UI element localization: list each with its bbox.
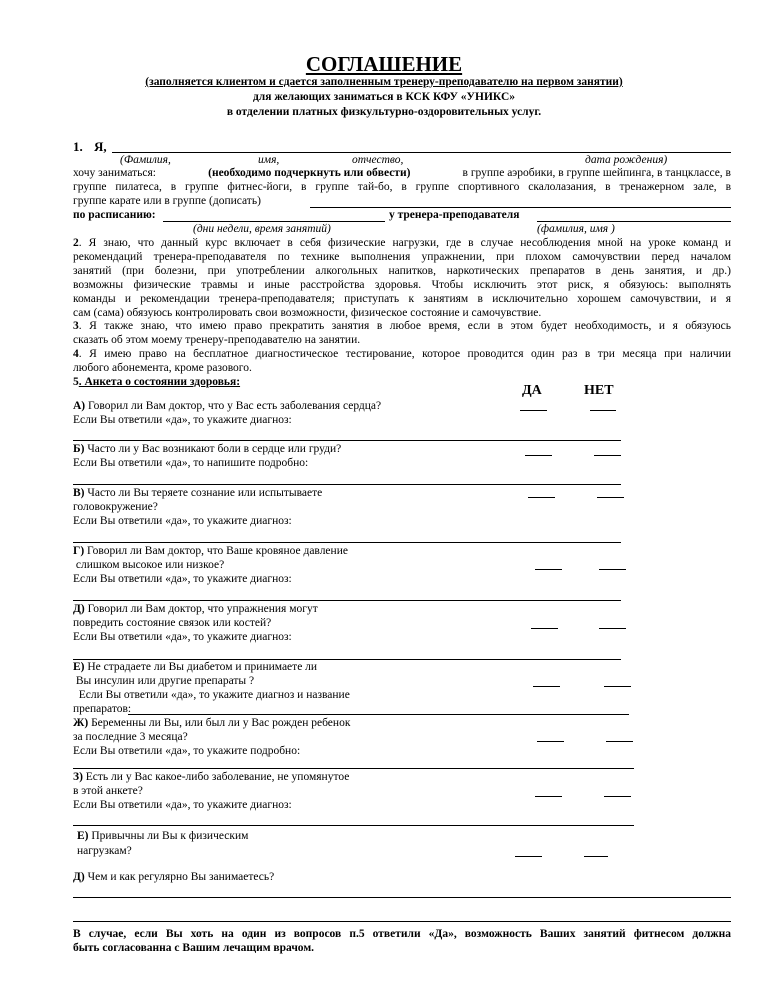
answer-yes-e[interactable]	[533, 686, 560, 687]
section-2-line-6: сам (сама) обязуюсь контролировать свои возможности, физическое состояние и самочувствие.	[73, 307, 542, 319]
section-2-number: 2	[73, 237, 79, 249]
trainer-caption: (фамилия, имя )	[537, 223, 615, 235]
question-d2	[73, 871, 274, 884]
subtitle-line-3: в отделении платных физкультурно-оздоровительных услуг.	[226, 106, 542, 118]
caption-surname: (Фамилия,	[120, 154, 171, 166]
diagnosis-field-d[interactable]	[73, 659, 621, 660]
section-5-number: 5	[73, 376, 79, 388]
groups-line-3: группе карате или в группе (дописать)	[73, 195, 261, 207]
answer-no-a[interactable]	[590, 410, 616, 411]
section-5-heading	[73, 376, 240, 389]
question-z-line-3: Если Вы ответили «да», то укажите диагноз:	[73, 799, 292, 811]
section-4-text-1: . Я имею право на бесплатное диагностическое тестирование, которое проводится один раз в три месяца при наличии	[78, 348, 731, 360]
answer-no-c[interactable]	[597, 497, 624, 498]
question-label: Б)	[73, 443, 85, 455]
caption-name: имя,	[258, 154, 280, 166]
question-label: А)	[73, 400, 86, 412]
question-text: Говорил ли Вам доктор, что Ваше кровяное давление	[87, 545, 348, 557]
question-label: Д)	[73, 871, 85, 883]
diagnosis-field-z[interactable]	[73, 825, 634, 826]
custom-group-field[interactable]	[310, 207, 731, 208]
question-z-line-2: в этой анкете?	[73, 785, 143, 797]
schedule-label: по расписанию:	[73, 209, 156, 221]
page-title: СОГЛАШЕНИЕ	[305, 52, 463, 76]
activity-field-1[interactable]	[73, 897, 731, 898]
question-zh-line-3: Если Вы ответили «да», то укажите подробно:	[73, 745, 301, 757]
question-c-line-3: Если Вы ответили «да», то укажите диагноз:	[73, 515, 292, 527]
question-text: Есть ли у Вас какое-либо заболевание, не упомянутое	[85, 771, 350, 783]
want-groups: в группе аэробики, в группе шейпинга, в танцклассе, в	[462, 167, 731, 179]
footer-note-line-2: быть согласованна с Вашим лечащим врачом.	[73, 942, 315, 954]
answer-no-d[interactable]	[599, 628, 626, 629]
question-b	[73, 443, 341, 456]
question-text: Беременны ли Вы, или был ли у Вас рожден ребенок	[91, 717, 351, 729]
answer-yes-e2[interactable]	[515, 856, 542, 857]
section-4-number: 4	[73, 348, 79, 360]
answer-yes-zh[interactable]	[537, 741, 564, 742]
diagnosis-field-b[interactable]	[73, 484, 621, 485]
diagnosis-field-c[interactable]	[73, 542, 621, 543]
question-text: Чем и как регулярно Вы занимаетесь?	[87, 871, 275, 883]
question-e2-line-2: нагрузкам?	[77, 845, 132, 857]
section-2-line-1	[73, 237, 731, 250]
section-2-line-2: рекомендаций тренера-преподавателя по технике выполнения упражнении, при плохом самочувствии перед началом	[73, 251, 731, 263]
question-label: Ж)	[73, 717, 89, 729]
question-text: Привычны ли Вы к физическим	[91, 830, 249, 842]
trainer-label: у тренера-преподавателя	[389, 209, 520, 221]
schedule-field[interactable]	[163, 221, 385, 222]
no-column-header: НЕТ	[584, 383, 614, 398]
question-e2	[77, 830, 248, 843]
want-line	[73, 167, 731, 180]
caption-birthdate: дата рождения)	[585, 154, 668, 166]
diagnosis-field-g[interactable]	[73, 600, 621, 601]
medication-field-e[interactable]	[128, 714, 629, 715]
section-1-ya: Я,	[94, 139, 107, 154]
answer-no-e2[interactable]	[584, 856, 608, 857]
section-3-line-2: сказать об этом моему тренеру-преподавателю на занятии.	[73, 334, 361, 346]
question-zh	[73, 717, 350, 730]
question-text: Часто ли Вы теряете сознание или испытываете	[87, 487, 323, 499]
footer-note-line-1: В случае, если Вы хоть на один из вопросов п.5 ответили «Да», возможность Ваших занятий фитнесом должна	[73, 928, 731, 940]
question-label: Е)	[77, 830, 89, 842]
question-c-line-2: головокружение?	[73, 501, 158, 513]
question-label: Е)	[73, 661, 85, 673]
question-g-line-3: Если Вы ответили «да», то укажите диагноз:	[73, 573, 292, 585]
section-3-number: 3	[73, 320, 79, 332]
answer-no-b[interactable]	[594, 455, 621, 456]
question-b-line-2: Если Вы ответили «да», то напишите подробно:	[73, 457, 309, 469]
question-a-line-2: Если Вы ответили «да», то укажите диагноз:	[73, 414, 292, 426]
section-2-text-1: . Я знаю, что данный курс включает в себя физические нагрузки, где в случае несоблюдения мной на уроке команд и	[78, 237, 731, 249]
answer-no-z[interactable]	[604, 796, 631, 797]
answer-yes-b[interactable]	[525, 455, 552, 456]
question-text: Не страдаете ли Вы диабетом и принимаете ли	[87, 661, 318, 673]
section-3-line-1	[73, 320, 731, 333]
answer-yes-g[interactable]	[535, 569, 562, 570]
schedule-caption: (дни недели, время занятий)	[193, 223, 331, 235]
section-2-line-4: возможны физические травмы и иные расстройства здоровья. Чтобы исключить этот риск, я обязуюсь: выполнять	[73, 279, 731, 291]
answer-no-e[interactable]	[604, 686, 631, 687]
question-label: Г)	[73, 545, 85, 557]
question-d-line-2: повредить состояние связок или костей?	[73, 617, 272, 629]
section-2-line-3: занятий (при болезни, при употреблении алкогольных напитков, наркотических препаратов в день занятия, и др.)	[73, 265, 731, 277]
want-prefix: хочу заниматься:	[73, 167, 156, 179]
question-label: В)	[73, 487, 85, 499]
details-field-zh[interactable]	[73, 768, 634, 769]
diagnosis-field-a[interactable]	[73, 440, 621, 441]
subtitle-line-2: для желающих заниматься в КСК КФУ «УНИКС»	[252, 91, 515, 103]
want-instruction: (необходимо подчеркнуть или обвести)	[208, 167, 411, 179]
question-text: Говорил ли Вам доктор, что у Вас есть заболевания сердца?	[88, 400, 382, 412]
question-e-line-4: препаратов:	[73, 703, 132, 715]
question-a	[73, 400, 381, 413]
section-3-text-1: . Я также знаю, что имею право прекратить занятия в любое время, если в этом будет необходимость, и я обязуюсь	[78, 320, 731, 332]
yes-column-header: ДА	[522, 383, 542, 398]
full-name-field[interactable]	[112, 152, 731, 153]
answer-yes-z[interactable]	[535, 796, 562, 797]
question-text: Часто ли у Вас возникают боли в сердце или груди?	[87, 443, 342, 455]
question-zh-line-2: за последние 3 месяца?	[73, 731, 188, 743]
question-label: Д)	[73, 603, 85, 615]
question-d	[73, 603, 318, 616]
question-e-line-3: Если Вы ответили «да», то укажите диагноз и название	[73, 689, 350, 701]
question-g	[73, 545, 348, 558]
section-2-line-5: команды и рекомендации тренера-преподавателя; приступать к занятиям в исключительно хорошем самочувствии, и я	[73, 293, 731, 305]
question-z	[73, 771, 349, 784]
question-g-line-2: слишком высокое или низкое?	[73, 559, 225, 571]
trainer-field[interactable]	[537, 221, 731, 222]
question-e-line-2: Вы инсулин или другие препараты ?	[73, 675, 255, 687]
question-label: З)	[73, 771, 83, 783]
question-text: Говорил ли Вам доктор, что упражнения могут	[87, 603, 318, 615]
answer-yes-d[interactable]	[531, 628, 558, 629]
question-d-line-3: Если Вы ответили «да», то укажите диагноз:	[73, 631, 292, 643]
answer-no-g[interactable]	[599, 569, 626, 570]
subtitle-line-1: (заполняется клиентом и сдается заполненным тренеру-преподавателю на первом занятии)	[145, 76, 623, 88]
answer-no-zh[interactable]	[606, 741, 633, 742]
caption-patronymic: отчество,	[352, 154, 404, 166]
answer-yes-a[interactable]	[520, 410, 547, 411]
section-4-line-1	[73, 348, 731, 361]
question-e	[73, 661, 317, 674]
activity-field-2[interactable]	[73, 921, 731, 922]
groups-line-2: группе пилатеса, в группе фитнес-йоги, в группе тай-бо, в группе спортивного скалолазания, в тренажерном зале, в	[73, 181, 731, 193]
section-1-number: 1.	[73, 139, 83, 154]
question-c	[73, 487, 322, 500]
answer-yes-c[interactable]	[528, 497, 555, 498]
section-5-title: . Анкета о состоянии здоровья:	[78, 376, 241, 388]
section-4-line-2: любого абонемента, кроме разового.	[73, 362, 252, 374]
